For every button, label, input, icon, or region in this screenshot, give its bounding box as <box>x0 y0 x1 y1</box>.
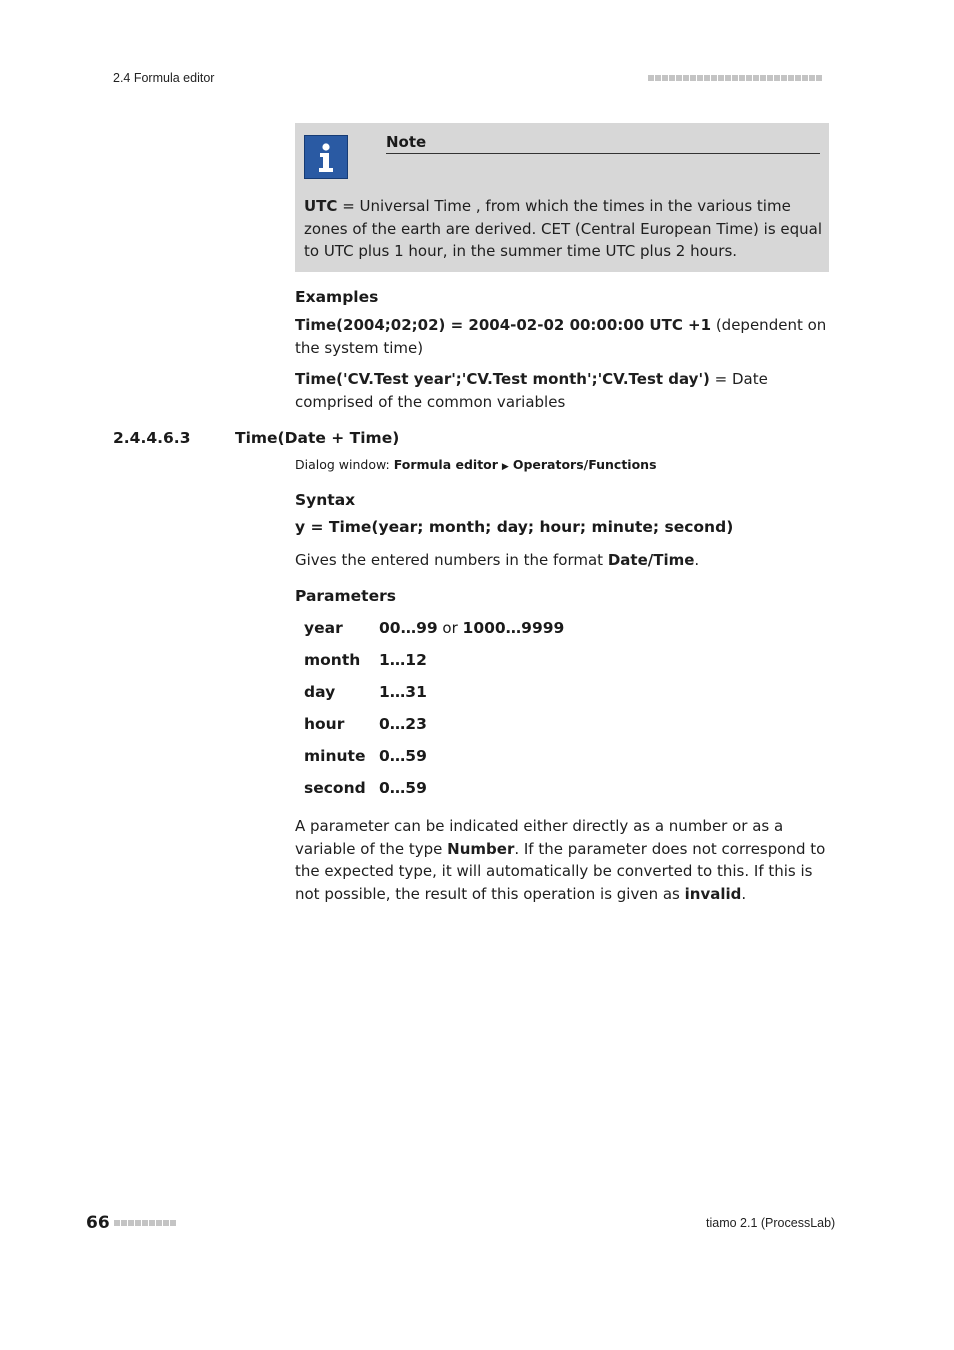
param-text-2: . If the parameter does not correspond to the expected type, it will automatically be converted to this. If this is not possible, the result of this operation is given as <box>295 839 826 903</box>
dialog-prefix: Dialog window: <box>295 457 394 472</box>
year-or: or <box>437 619 463 637</box>
year-range-b: 1000…9999 <box>462 619 565 637</box>
parameters-heading: Parameters <box>295 587 396 605</box>
dialog-path <box>295 457 657 472</box>
param-row-minute <box>304 747 427 765</box>
info-icon <box>304 135 348 179</box>
page-number: 66 <box>86 1213 110 1233</box>
param-range: 1…12 <box>379 651 427 669</box>
syntax-desc-suffix: . <box>694 551 700 569</box>
section-title: Time(Date + Time) <box>235 429 400 447</box>
param-type-number: Number <box>447 839 515 858</box>
param-row-year <box>304 619 564 637</box>
syntax-formula: y = Time(year; month; day; hour; minute; second) <box>295 518 734 536</box>
year-range-a: 00…99 <box>379 619 438 637</box>
param-invalid: invalid <box>684 884 742 903</box>
note-term: UTC <box>304 197 338 215</box>
param-row-second <box>304 779 427 797</box>
syntax-heading: Syntax <box>295 491 356 509</box>
parameters-description <box>295 815 829 905</box>
syntax-description <box>295 549 829 572</box>
param-range: 0…23 <box>379 715 427 733</box>
example-1-desc: (dependent on the system time) <box>295 316 827 357</box>
dialog-path-1: Formula editor <box>393 457 498 472</box>
param-range: 0…59 <box>379 779 427 797</box>
param-row-hour <box>304 715 427 733</box>
param-text-1: A parameter can be indicated either directly as a number or as a variable of the type <box>295 817 784 858</box>
param-name: day <box>304 683 336 701</box>
note-text <box>304 195 824 263</box>
param-range <box>379 619 564 637</box>
syntax-desc-format: Date/Time <box>607 551 695 569</box>
param-range: 1…31 <box>379 683 427 701</box>
note-body: = Universal Time , from which the times in the various time zones of the earth are derived. CET (Central European Time) is equal to UTC plus 1 hour, in the summer time UTC plus 2 hours. <box>304 197 823 260</box>
param-range: 0…59 <box>379 747 427 765</box>
param-name: minute <box>304 747 366 765</box>
arrow-right-icon: ▶ <box>501 462 509 472</box>
example-1 <box>295 314 829 359</box>
param-row-day <box>304 683 427 701</box>
param-name: month <box>304 651 361 669</box>
param-row-month <box>304 651 427 669</box>
example-2-code: Time('CV.Test year';'CV.Test month';'CV.Test day') <box>295 370 710 388</box>
example-2-desc: = Date comprised of the common variables <box>295 370 768 411</box>
example-1-code: Time(2004;02;02) = 2004-02-02 00:00:00 UTC +1 <box>295 316 712 334</box>
section-number: 2.4.4.6.3 <box>113 429 191 447</box>
dialog-path-2: Operators/Functions <box>512 457 657 472</box>
note-title: Note <box>386 133 820 154</box>
footer-decor-squares <box>114 1220 176 1226</box>
note-box <box>295 123 829 272</box>
running-header: 2.4 Formula editor <box>113 71 215 85</box>
param-text-3: . <box>741 884 747 903</box>
param-name: hour <box>304 715 345 733</box>
syntax-desc-prefix: Gives the entered numbers in the format <box>295 551 608 569</box>
param-name: second <box>304 779 366 797</box>
header-decor-squares <box>648 75 822 81</box>
example-2 <box>295 368 829 413</box>
footer-product: tiamo 2.1 (ProcessLab) <box>706 1216 836 1230</box>
param-name: year <box>304 619 343 637</box>
examples-heading: Examples <box>295 288 379 306</box>
